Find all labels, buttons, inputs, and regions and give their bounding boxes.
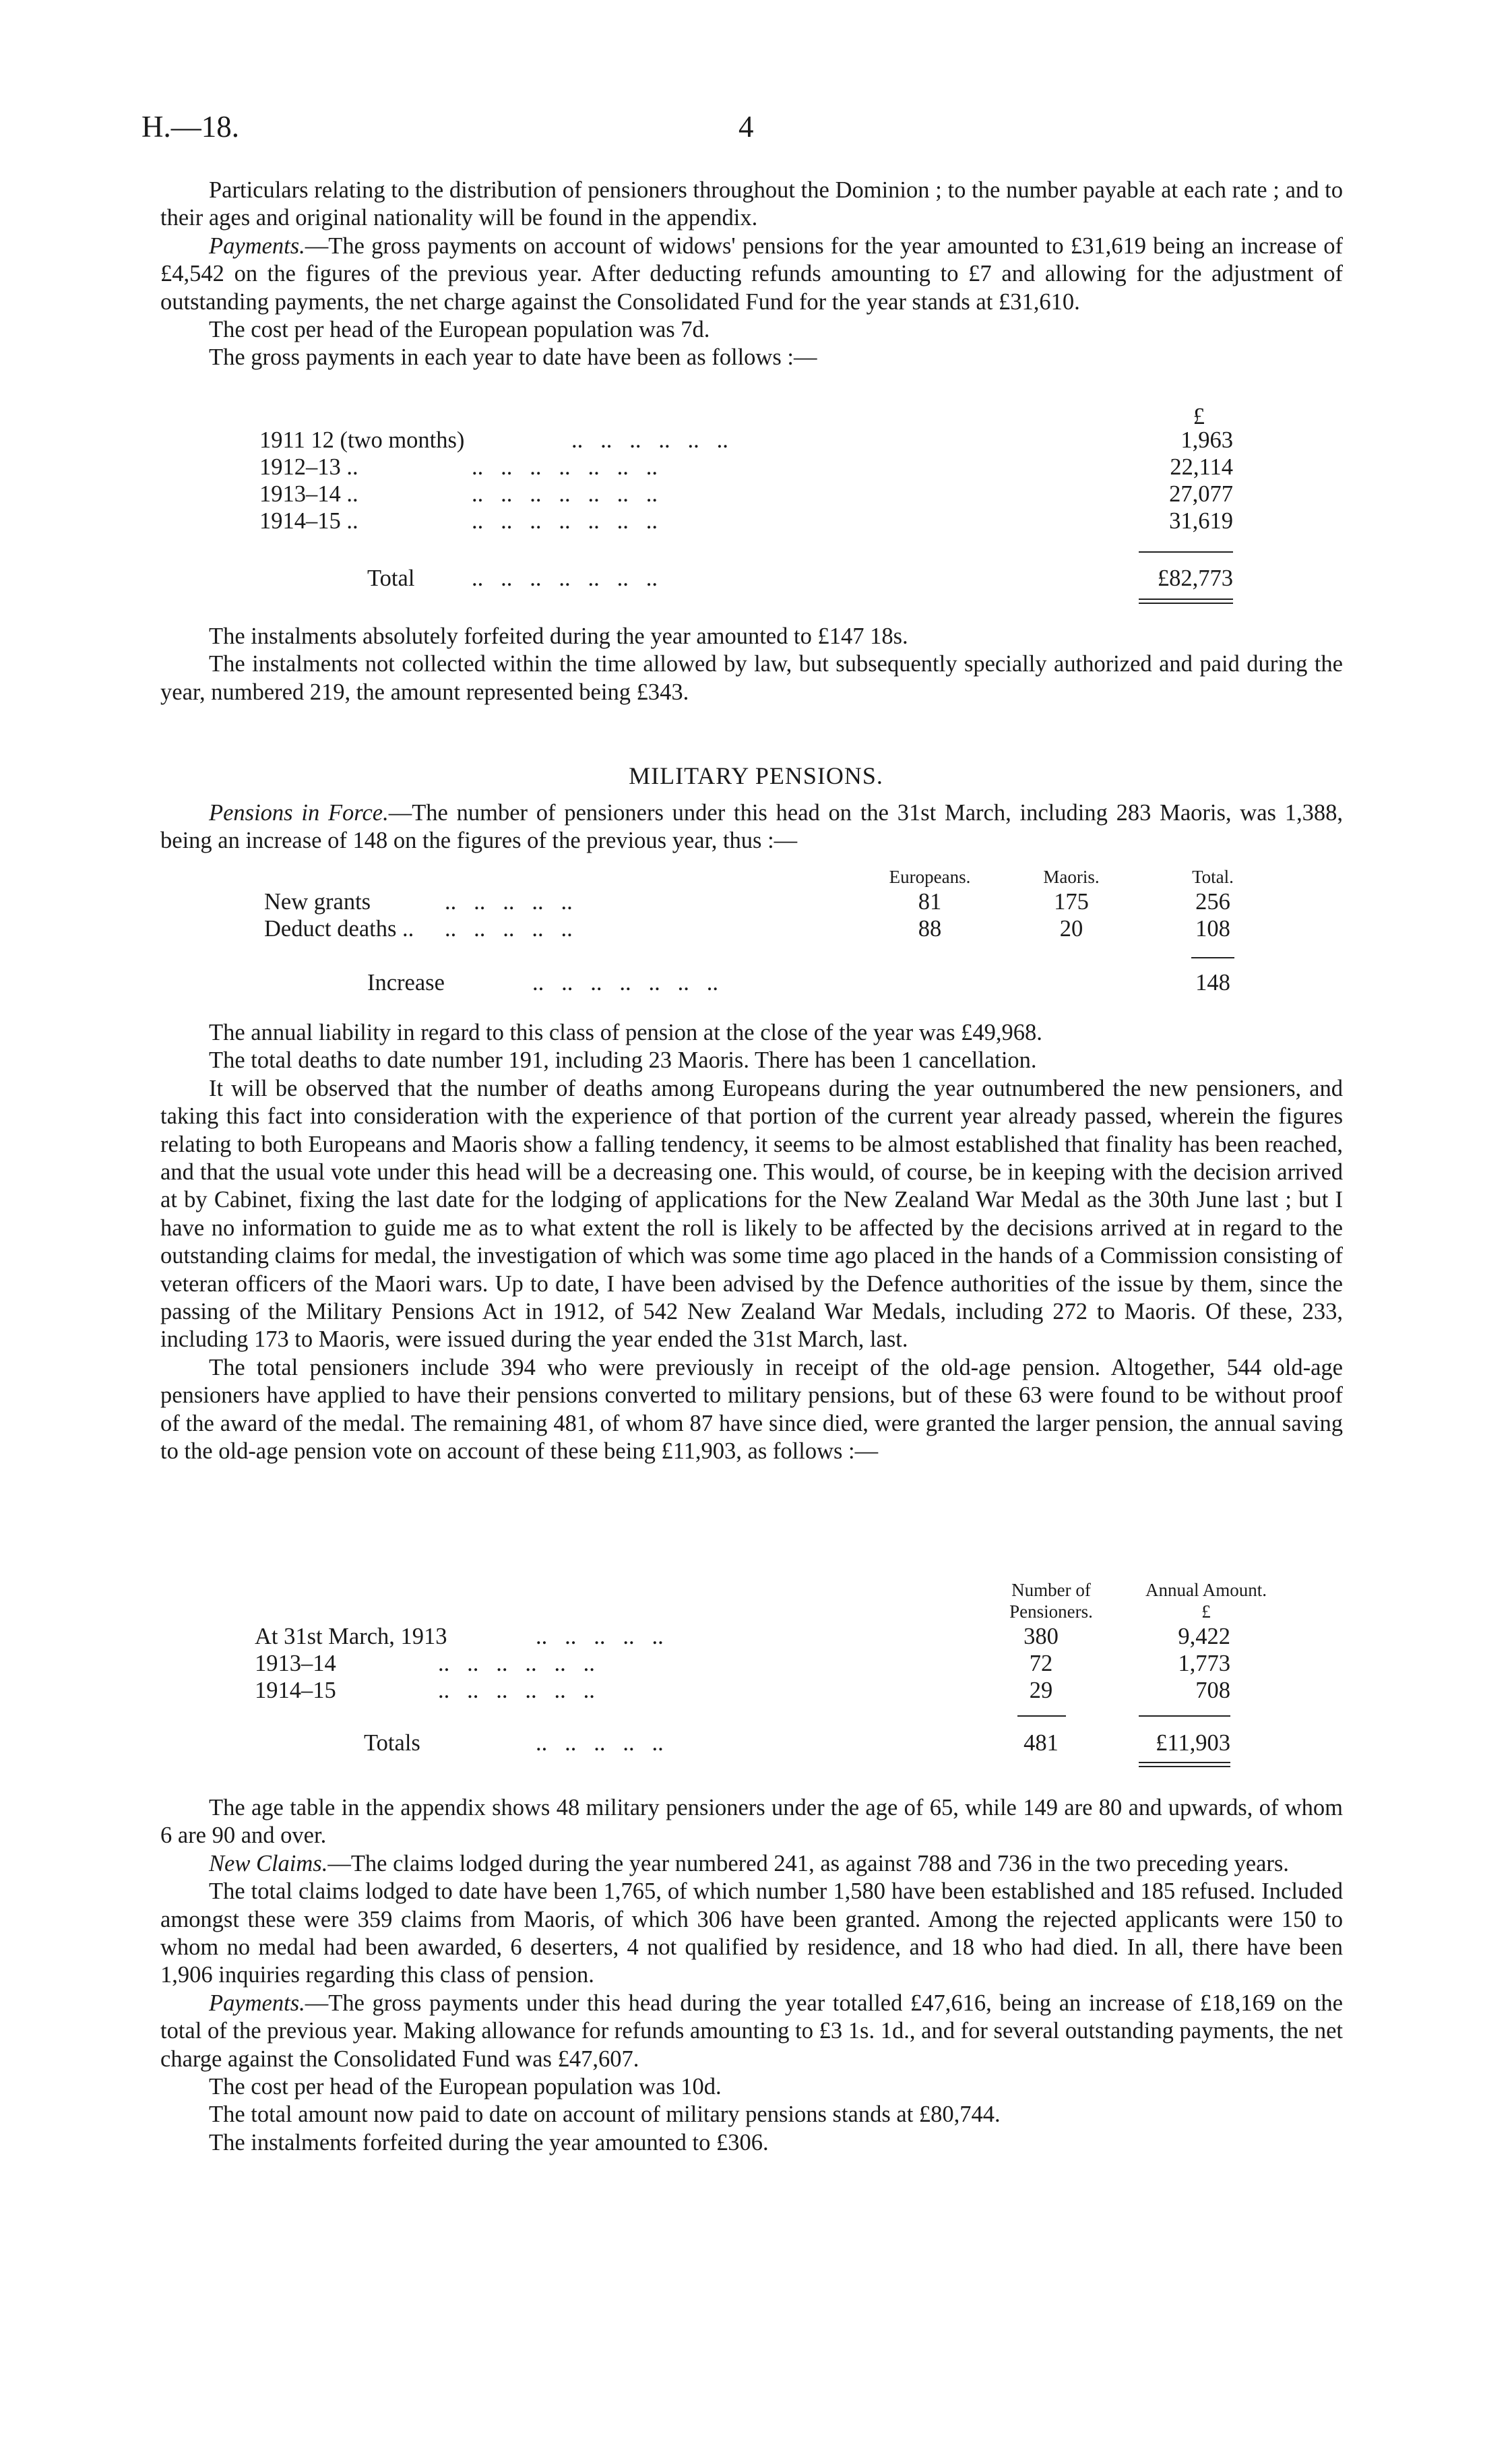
paragraph-distribution: Particulars relating to the distribution of pensioners throughout the Dominion ; to the number payable at each rate ; and to their ages and original nationality will be found in the appendix. [160,177,1343,231]
paragraph-gross-payments: The gross payments in each year to date have been as follows :— [209,344,817,371]
new-claims-heading: New Claims. [209,1850,328,1876]
totals-leader: .. .. .. .. .. [536,1730,664,1756]
paragraph-forfeited: The instalments absolutely forfeited during the year amounted to £147 18s. [209,623,908,649]
military-payments-text: —The gross payments under this head during the year totalled £47,616, being an increase of £18,169 on the total of the previous year. Making allowance for refunds amounting to £3 1s. 1d., and for several outstanding payments, the net charge against the Consolidated Fund was £47,607. [160,1990,1343,2072]
pensioners-value: 29 [1029,1678,1053,1703]
column-header-currency: £ [1201,1601,1211,1622]
section-title-military-pensions: MILITARY PENSIONS. [629,762,883,789]
paragraph-pensions-in-force [160,799,1343,855]
pensioners-value: 72 [1029,1651,1053,1676]
paragraph-instalments-forfeited: The instalments forfeited during the year amounted to £306. [209,2129,769,2155]
amount-value: 1,773 [1178,1651,1230,1676]
column-header-number: Number of [1011,1580,1091,1600]
table-row-leader: .. .. .. .. .. .. .. [472,454,658,480]
pensions-in-force-heading: Pensions in Force. [209,800,389,826]
table-row-label: 1913–14 .. [259,481,358,507]
table-row-label: 1913–14 [255,1651,336,1676]
paragraph-payments [160,233,1343,316]
military-closing-block [160,1794,1343,2157]
payments-heading: Payments. [209,233,305,259]
total-value: 256 [1195,889,1230,915]
table-row-leader: .. .. .. .. .. .. [438,1678,595,1703]
table-row-label: New grants [264,889,371,915]
document-reference: H.—18. [141,110,239,144]
maoris-value: 20 [1059,916,1083,942]
increase-label: Increase [367,970,445,995]
military-body-block [160,1019,1343,1466]
pensions-in-force-text: —The number of pensioners under this head on the 31st March, including 283 Maoris, was 1,388, being an increase of 148 on the figures of the previous year, thus :— [160,800,1343,854]
paragraph-annual-liability: The annual liability in regard to this class of pension at the close of the year was £49,968. [209,1020,1042,1045]
table-row-label: 1911 12 (two months) [259,427,465,453]
column-header-pensioners: Pensioners. [1009,1601,1093,1622]
table-row-leader: .. .. .. .. .. .. [438,1651,595,1676]
totals-double-rule [1139,1762,1230,1767]
totals-label: Totals [364,1730,420,1756]
table-row-label: 1914–15 [255,1678,336,1703]
paragraph-new-claims [160,1850,1343,1878]
total-label: Total [367,565,415,591]
paragraph-not-collected: The instalments not collected within the time allowed by law, but subsequently specially authorized and paid during the year, numbered 219, the amount represented being £343. [160,651,1343,705]
payments-text: —The gross payments on account of widows' pensions for the year amounted to £31,619 being an increase of £4,542 on the figures of the previous year. After deducting refunds amounting to £7 and allowing for the adjustment of outstanding payments, the net charge against the Consolidated Fund for the year stands at £31,610. [160,233,1343,315]
table-row-leader: .. .. .. .. .. [445,889,573,915]
europeans-value: 81 [918,889,942,915]
table-row-label: 1912–13 .. [259,454,358,480]
table-row-leader: .. .. .. .. .. [536,1624,664,1649]
new-claims-text: —The claims lodged during the year numbered 241, as against 788 and 736 in the two preceding years. [327,1850,1289,1876]
europeans-value: 88 [918,916,942,942]
forfeit-text-block [160,623,1343,706]
subtotal-rule [1139,1715,1230,1717]
paragraph-old-age-conversion: The total pensioners include 394 who were previously in receipt of the old-age pension. Altogether, 544 old-age pensioners have applied to have their pensions converted to military pensions, but of these 63 were found to be without proof of the award of the medal. The remaining 481, of whom 87 have since died, were granted the larger pension, the annual saving to the old-age pension vote on account of these being £11,903, as follows :— [160,1354,1343,1465]
table-row-label: Deduct deaths .. [264,916,414,942]
paragraph-military-cost-per-head: The cost per head of the European population was 10d. [209,2074,722,2100]
subtotal-rule [1191,957,1234,958]
table-row-value: 22,114 [1170,454,1233,480]
table-row-leader: .. .. .. .. .. .. .. [472,481,658,507]
increase-value: 148 [1195,970,1230,995]
paragraph-total-paid: The total amount now paid to date on account of military pensions stands at £80,744. [209,2102,1001,2128]
pensioners-value: 380 [1023,1624,1059,1649]
table-row-leader: .. .. .. .. .. [445,916,573,942]
paragraph-military-payments [160,1990,1343,2073]
amount-value: 708 [1195,1678,1230,1703]
column-header-annual-amount: Annual Amount. [1145,1580,1267,1600]
total-double-rule [1139,599,1233,604]
intro-text-block [160,177,1343,372]
paragraph-age-table: The age table in the appendix shows 48 military pensioners under the age of 65, while 149 are 80 and upwards, of whom 6 are 90 and over. [160,1795,1343,1849]
table-row-value: 1,963 [1180,427,1233,453]
page-number: 4 [738,110,754,144]
totals-amount: £11,903 [1156,1730,1230,1756]
table-row-leader: .. .. .. .. .. .. [571,427,728,453]
increase-leader: .. .. .. .. .. .. .. [532,970,718,995]
total-value: 108 [1195,916,1230,942]
table-row-value: 27,077 [1169,481,1233,507]
total-leader: .. .. .. .. .. .. .. [472,565,658,591]
pensions-in-force-block [160,799,1343,855]
currency-symbol: £ [1193,404,1205,429]
table-row-value: 31,619 [1169,508,1233,534]
column-header-maoris: Maoris. [1043,867,1100,887]
paragraph-total-claims: The total claims lodged to date have been 1,765, of which number 1,580 have been established and 185 refused. Included amongst these were 359 claims from Maoris, of which 306 have been granted. Among the rejected applicants were 150 to whom no medal had been awarded, 6 deserters, 4 not qualified by residence, and 18 who had died. In all, there have been 1,906 inquiries regarding this class of pension. [160,1878,1343,1988]
table-row-label: 1914–15 .. [259,508,358,534]
column-header-total: Total. [1192,867,1234,887]
subtotal-rule [1017,1715,1066,1717]
table-row-label: At 31st March, 1913 [255,1624,447,1649]
paragraph-cost-per-head: The cost per head of the European population was 7d. [209,317,710,343]
paragraph-observations: It will be observed that the number of deaths among Europeans during the year outnumbered the new pensioners, and taking this fact into consideration with the experience of that portion of the current year already passed, wherein the figures relating to both Europeans and Maoris show a falling tendency, it seems to be almost established that finality has been reached, and that the usual vote under this head will be a decreasing one. This would, of course, be in keeping with the decision arrived at by Cabinet, fixing the last date for the lodging of applications for the New Zealand War Medal as the 30th June last ; but I have no information to guide me as to what extent the roll is likely to be affected by the decisions arrived at in regard to the outstanding claims for medal, the investigation of which was some time ago placed in the hands of a Commission consisting of veteran officers of the Maori wars. Up to date, I have been advised by the Defence authorities of the issue by them, since the passing of the Military Pensions Act in 1912, of 542 New Zealand War Medals, including 272 to Maoris. Of these, 233, including 173 to Maoris, were issued during the year ended the 31st March, last. [160,1075,1343,1353]
amount-value: 9,422 [1178,1624,1230,1649]
maoris-value: 175 [1054,889,1089,915]
paragraph-total-deaths: The total deaths to date number 191, including 23 Maoris. There has been 1 cancellation. [209,1047,1037,1074]
subtotal-rule [1139,551,1233,553]
total-value: £82,773 [1157,565,1233,591]
military-payments-heading: Payments. [209,1990,305,2016]
table-row-leader: .. .. .. .. .. .. .. [472,508,658,534]
column-header-europeans: Europeans. [889,867,971,887]
totals-pensioners: 481 [1023,1730,1059,1756]
